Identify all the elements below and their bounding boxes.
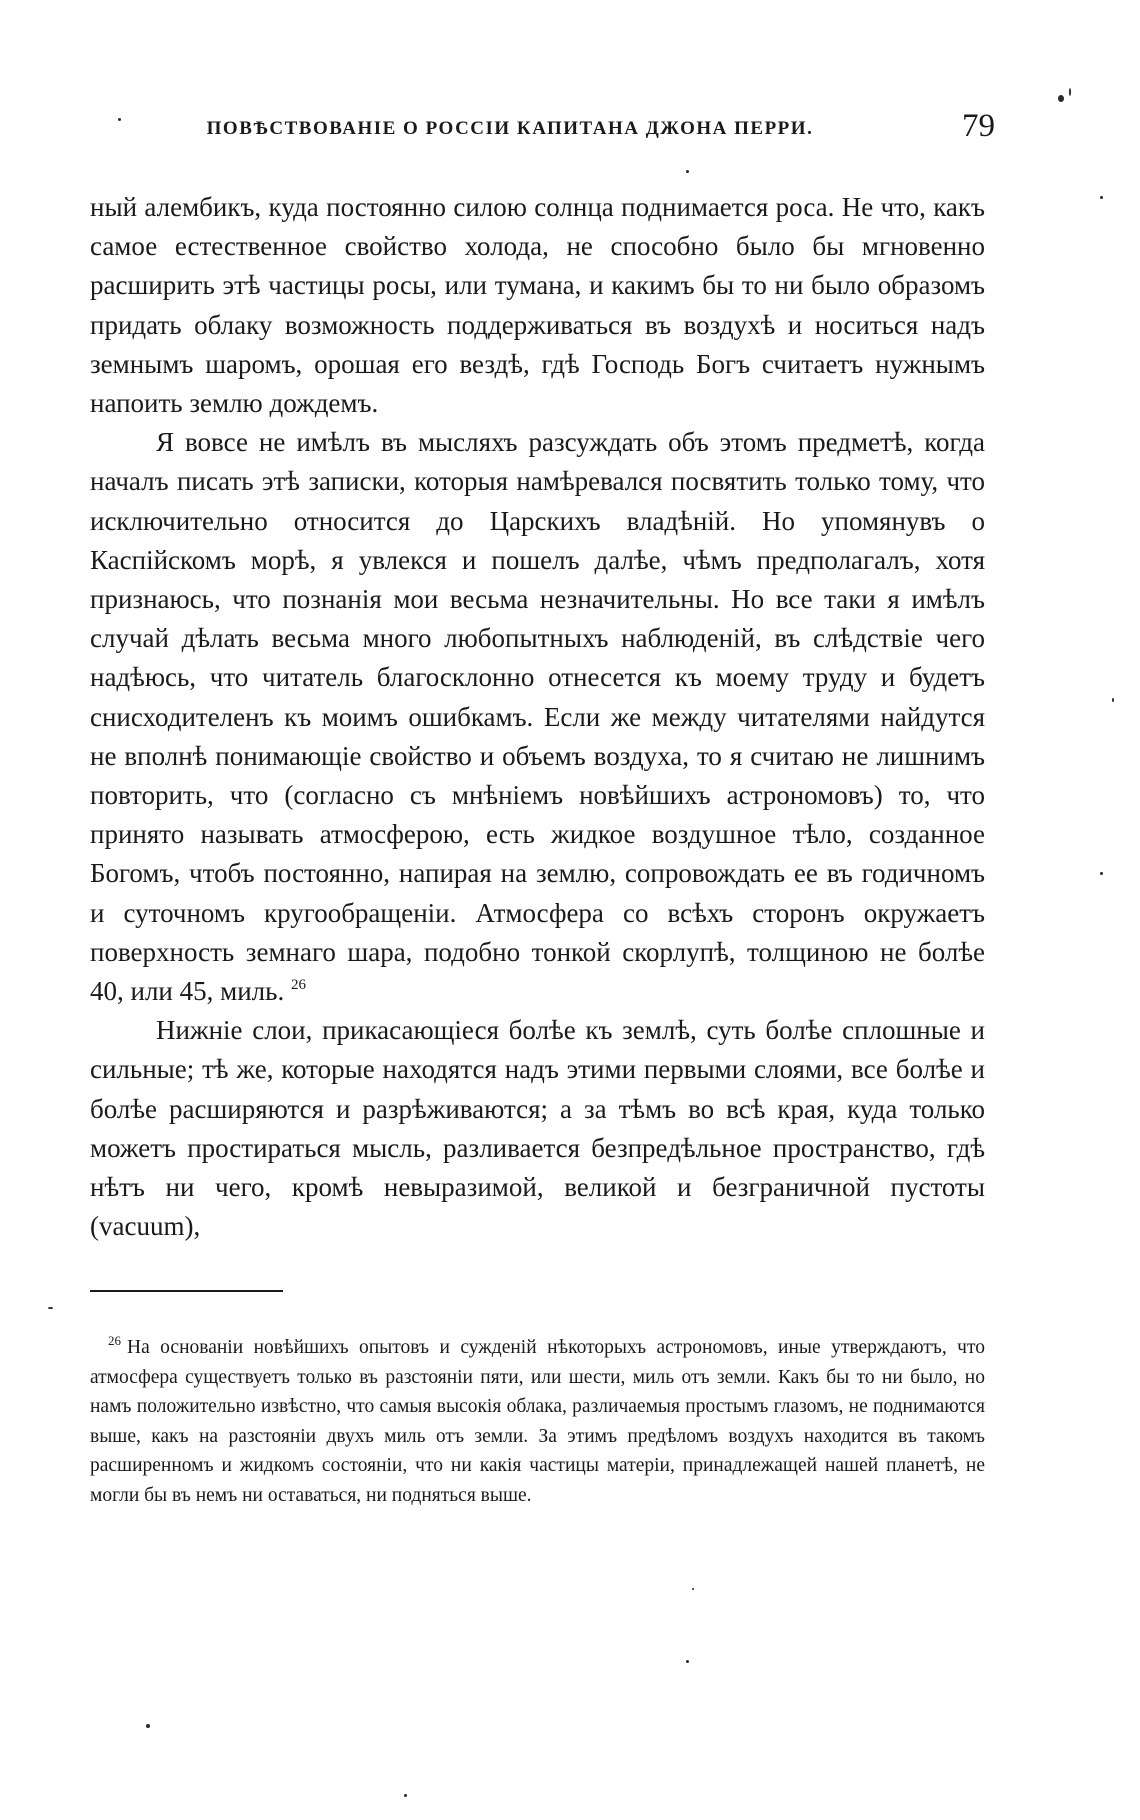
scan-speck — [404, 1794, 407, 1797]
running-title: ПОВѢСТВОВАНІЕ О РОССІИ КАПИТАНА ДЖОНА ПЕРРИ. — [206, 118, 814, 139]
scan-speck — [1058, 95, 1064, 102]
scan-speck — [48, 1307, 53, 1309]
scan-speck — [686, 170, 689, 173]
scan-speck — [146, 1724, 150, 1728]
scan-speck — [692, 1588, 694, 1590]
footnote — [90, 1333, 985, 1510]
page-number: 79 — [962, 108, 995, 144]
paragraph-2 — [90, 423, 985, 1011]
footnote-marker: 26 — [108, 1333, 121, 1348]
paragraph-3: Нижніе слои, прикасающіеся болѣе къ землѣ, суть болѣе сплошные и сильные; тѣ же, которые находятся надъ этими первыми слоями, все болѣе и болѣе расширяются и разрѣживаются; а за тѣмъ во всѣ края, куда только можетъ простираться мысль, разливается безпредѣльное пространство, гдѣ нѣтъ ни чего, кромѣ невыразимой, великой и безграничной пустоты (vacuum), — [90, 1015, 985, 1242]
scan-speck — [1100, 196, 1103, 199]
footnote-reference: 26 — [290, 977, 306, 994]
paragraph-2-text: Я вовсе не имѣлъ въ мысляхъ разсуждать объ этомъ предметѣ, когда началъ писать этѣ записки, которыя намѣревался посвятить только тому, что исключительно относится до Царскихъ владѣній. Но упомянувъ о Каспійскомъ морѣ, я увлекся и пошелъ далѣе, чѣмъ предполагалъ, хотя признаюсь, что познанія мои весьма незначительны. Но все таки я имѣлъ случай дѣлать весьма много любопытныхъ наблюденій, въ слѣдствіе чего надѣюсь, что читатель благосклонно отнесется къ моему труду и будетъ снисходителенъ къ моимъ ошибкамъ. Если же между читателями найдутся не вполнѣ понимающіе свойство и объемъ воздуха, то я считаю не лишнимъ повторить, что (согласно съ мнѣніемъ новѣйшихъ астрономовъ) то, что принято называть атмосферою, есть жидкое воздушное тѣло, созданное Богомъ, чтобъ постоянно, напирая на землю, сопровождать ее въ годичномъ и суточномъ кругообращеніи. Атмосфера со всѣхъ сторонъ окружаетъ поверхность земнаго шара, подобно тонкой скорлупѣ, толщиною не болѣе 40, или 45, миль. — [90, 427, 985, 1007]
main-text — [90, 188, 985, 1246]
scan-speck — [1100, 872, 1103, 875]
paragraph-1: ный алембикъ, куда постоянно силою солнца поднимается роса. Не что, какъ самое естественное свойство холода, не способно было бы мгновенно расширить этѣ частицы росы, или тумана, и какимъ бы то ни было образомъ придать облаку возможность поддерживаться въ воздухѣ и носиться надъ земнымъ шаромъ, орошая его вездѣ, гдѣ Господь Богъ считаетъ нужнымъ напоить землю дождемъ. — [90, 192, 985, 419]
scan-speck — [1069, 88, 1071, 96]
footnote-text: На основаніи новѣйшихъ опытовъ и сужденій нѣкоторыхъ астрономовъ, иные утверждаютъ, что атмосфера существуетъ только въ разстояніи пяти, или шести, миль отъ земли. Какъ бы то ни было, но намъ положительно извѣстно, что самыя высокія облака, различаемыя простымъ глазомъ, не поднимаются выше, какъ на разстояніи двухъ миль отъ земли. За этимъ предѣломъ воздухъ находится въ такомъ расширенномъ и жидкомъ состояніи, что ни какія частицы матеріи, принадлежащей нашей планетѣ, не могли бы въ немъ ни оставаться, ни подняться выше. — [90, 1337, 985, 1506]
footnote-separator-rule — [90, 1290, 283, 1292]
scan-speck — [686, 1660, 689, 1663]
scan-speck — [1112, 698, 1114, 702]
scan-speck — [118, 118, 121, 121]
